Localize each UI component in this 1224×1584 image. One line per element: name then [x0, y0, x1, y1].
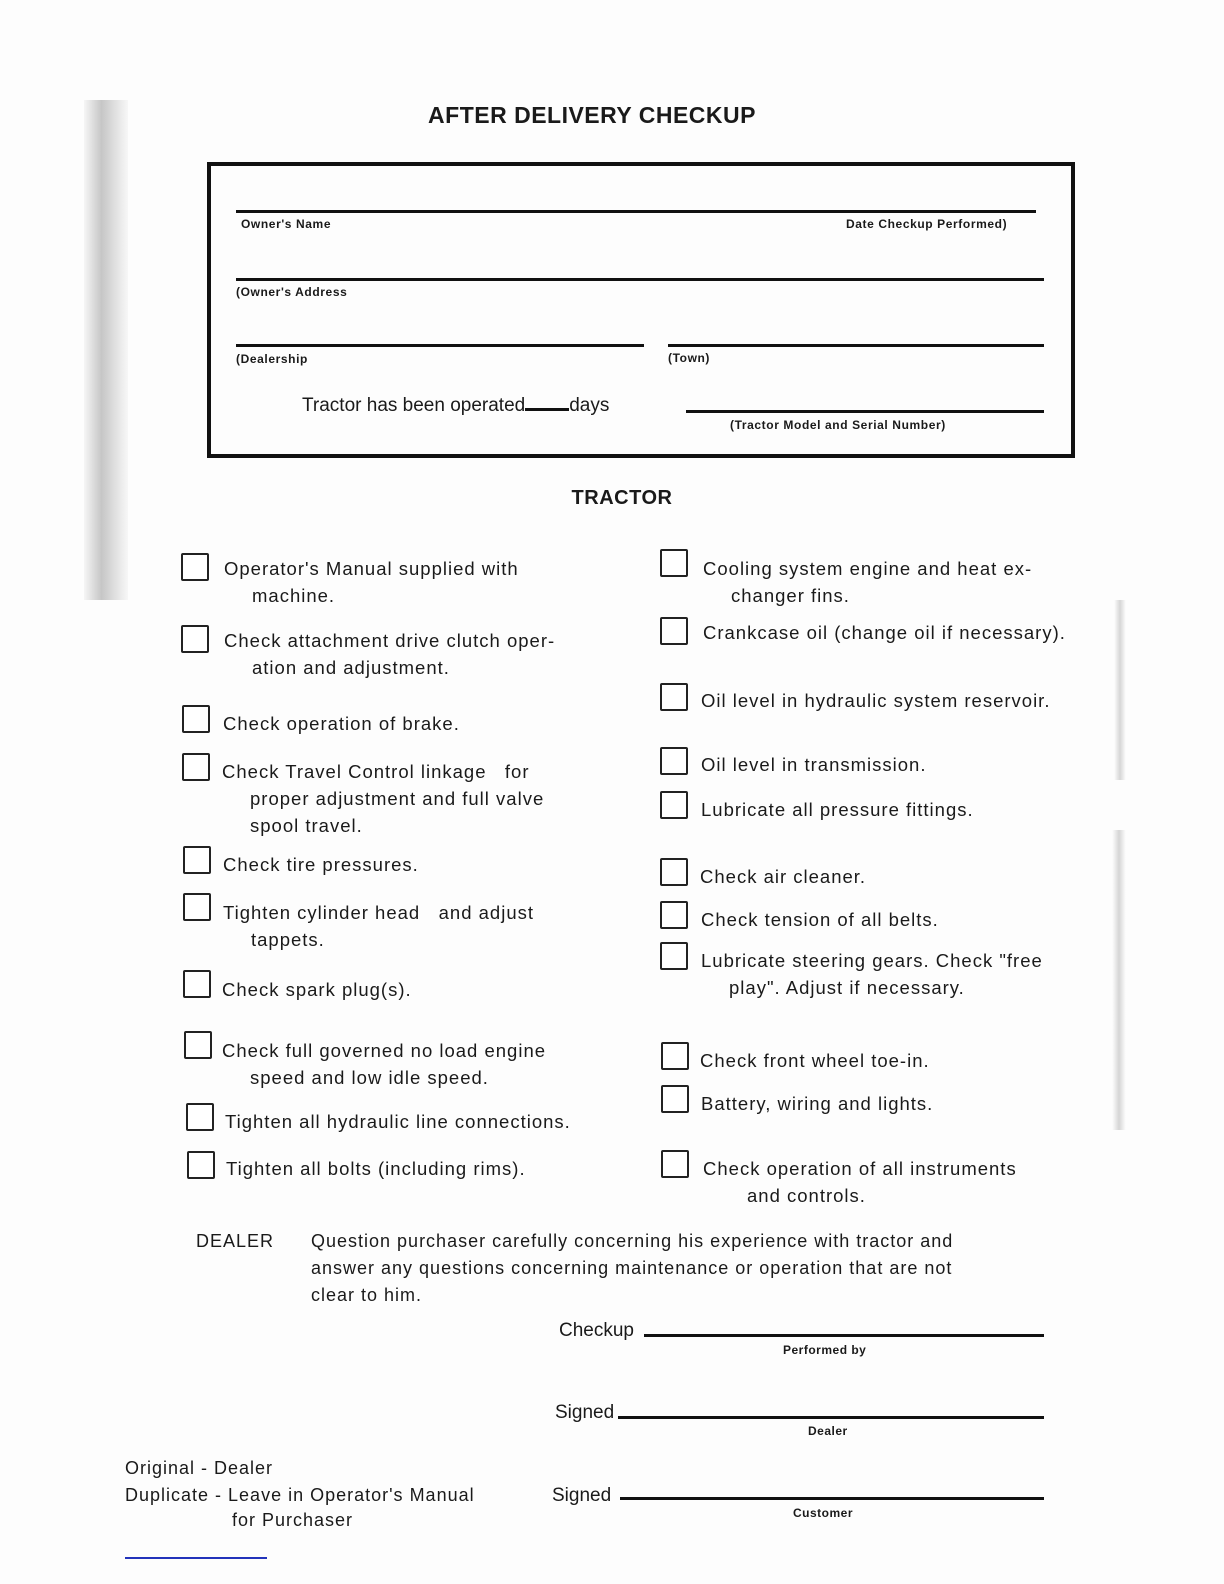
item-line: Check operation of all instruments: [703, 1158, 1017, 1179]
underline-mark: [125, 1557, 267, 1559]
customer-label: Customer: [793, 1506, 854, 1520]
item-line: Oil level in hydraulic system reservoir.: [701, 690, 1051, 711]
checkbox[interactable]: [660, 747, 688, 775]
checklist-item: [703, 619, 1066, 646]
checklist-item: [701, 796, 974, 823]
checklist-item: [222, 976, 412, 1003]
item-line: Tighten all bolts (including rims).: [226, 1158, 526, 1179]
note-line: answer any questions concerning maintenance or operation that are not: [311, 1258, 953, 1278]
item-line: tappets.: [251, 929, 325, 950]
signed-dealer-label: Signed: [555, 1402, 615, 1423]
checklist-item: [224, 627, 555, 681]
days-operated-field: [302, 395, 609, 417]
checkbox[interactable]: [660, 942, 688, 970]
checkbox[interactable]: [660, 683, 688, 711]
copy-original: Original - Dealer: [125, 1458, 274, 1478]
scan-binding-shadow: [84, 100, 128, 600]
item-line: play". Adjust if necessary.: [729, 977, 965, 998]
checkbox[interactable]: [181, 625, 209, 653]
checkbox[interactable]: [661, 1042, 689, 1070]
scan-edge-shadow: [1112, 830, 1126, 1130]
dealer-signature-line[interactable]: [618, 1416, 1044, 1419]
checkbox[interactable]: [661, 1085, 689, 1113]
copy-for-purchaser: for Purchaser: [232, 1510, 354, 1530]
note-line: clear to him.: [311, 1285, 423, 1305]
checklist-item: [701, 1090, 933, 1117]
checklist-item: [703, 1155, 1017, 1209]
date-checkup-label: Date Checkup Performed): [846, 217, 1008, 231]
owner-address-line[interactable]: [236, 278, 1044, 281]
copy-duplicate: Duplicate - Leave in Operator's Manual: [125, 1485, 475, 1505]
checkbox[interactable]: [186, 1103, 214, 1131]
page-title: AFTER DELIVERY CHECKUP: [428, 102, 756, 128]
item-line: proper adjustment and full valve: [250, 788, 545, 809]
checkup-label: Checkup: [559, 1320, 634, 1341]
item-line: Check spark plug(s).: [222, 979, 412, 1000]
checklist-item: [223, 710, 460, 737]
checklist-item: [701, 751, 926, 778]
checkbox[interactable]: [660, 858, 688, 886]
item-line: machine.: [252, 585, 336, 606]
checkbox[interactable]: [182, 705, 210, 733]
checklist-item: [222, 758, 544, 839]
item-line: Oil level in transmission.: [701, 754, 927, 775]
item-line: Check operation of brake.: [223, 713, 460, 734]
performed-by-label: Performed by: [783, 1343, 867, 1357]
item-line: Check tire pressures.: [223, 854, 419, 875]
item-line: Crankcase oil (change oil if necessary).: [703, 622, 1066, 643]
note-line: Question purchaser carefully concerning his experience with tractor and: [311, 1231, 954, 1251]
checklist-item: [223, 899, 534, 953]
dealer-label-sub: Dealer: [808, 1424, 848, 1438]
item-line: Check air cleaner.: [700, 866, 867, 887]
item-line: and controls.: [747, 1185, 866, 1206]
item-line: Battery, wiring and lights.: [701, 1093, 934, 1114]
checkbox[interactable]: [181, 553, 209, 581]
checkbox[interactable]: [184, 1031, 212, 1059]
item-line: Check Travel Control linkage for: [222, 761, 530, 782]
checkbox[interactable]: [660, 549, 688, 577]
checklist-item: [700, 863, 866, 890]
model-serial-line[interactable]: [686, 410, 1044, 413]
item-line: Lubricate all pressure fittings.: [701, 799, 974, 820]
checkbox[interactable]: [182, 753, 210, 781]
checklist-item: [223, 851, 419, 878]
owner-address-label: (Owner's Address: [236, 285, 348, 299]
item-line: Check front wheel toe-in.: [700, 1050, 930, 1071]
owner-name-label: Owner's Name: [241, 217, 332, 231]
days-operated-prefix: Tractor has been operated: [302, 395, 526, 416]
item-line: Check full governed no load engine: [222, 1040, 547, 1061]
item-line: ation and adjustment.: [252, 657, 450, 678]
town-line[interactable]: [668, 344, 1044, 347]
checkbox[interactable]: [187, 1151, 215, 1179]
dealer-note: [311, 1228, 953, 1309]
item-line: Operator's Manual supplied with: [224, 558, 519, 579]
scan-edge-shadow: [1114, 600, 1126, 780]
checklist-item: [224, 555, 519, 609]
checklist-item: [701, 906, 939, 933]
days-blank[interactable]: [525, 408, 569, 411]
section-title: TRACTOR: [571, 487, 673, 509]
days-operated-suffix: days: [569, 395, 610, 416]
customer-signature-line[interactable]: [620, 1497, 1044, 1500]
item-line: Tighten cylinder head and adjust: [223, 902, 534, 923]
item-line: Tighten all hydraulic line connections.: [225, 1111, 571, 1132]
item-line: speed and low idle speed.: [250, 1067, 489, 1088]
model-serial-label: (Tractor Model and Serial Number): [730, 418, 946, 432]
item-line: spool travel.: [250, 815, 363, 836]
checkbox[interactable]: [660, 791, 688, 819]
checkbox[interactable]: [661, 1150, 689, 1178]
owner-name-line[interactable]: [236, 210, 1036, 213]
dealership-label: (Dealership: [236, 352, 308, 366]
checkbox[interactable]: [660, 901, 688, 929]
checklist-item: [225, 1108, 571, 1135]
checklist-item: [701, 687, 1050, 714]
checklist-item: [222, 1037, 546, 1091]
checkbox[interactable]: [183, 970, 211, 998]
item-line: Check attachment drive clutch oper-: [224, 630, 556, 651]
checkbox[interactable]: [183, 846, 211, 874]
checklist-item: [701, 947, 1043, 1001]
town-label: (Town): [668, 351, 711, 365]
checklist-item: [703, 555, 1032, 609]
performed-by-line[interactable]: [644, 1334, 1044, 1337]
checklist-item: [700, 1047, 930, 1074]
item-line: Cooling system engine and heat ex-: [703, 558, 1033, 579]
checkbox[interactable]: [183, 893, 211, 921]
checklist-item: [226, 1155, 526, 1182]
checkbox[interactable]: [660, 617, 688, 645]
item-line: changer fins.: [731, 585, 850, 606]
dealership-line[interactable]: [236, 344, 644, 347]
dealer-label: DEALER: [196, 1231, 275, 1251]
item-line: Check tension of all belts.: [701, 909, 939, 930]
item-line: Lubricate steering gears. Check "free: [701, 950, 1043, 971]
signed-customer-label: Signed: [552, 1485, 612, 1506]
